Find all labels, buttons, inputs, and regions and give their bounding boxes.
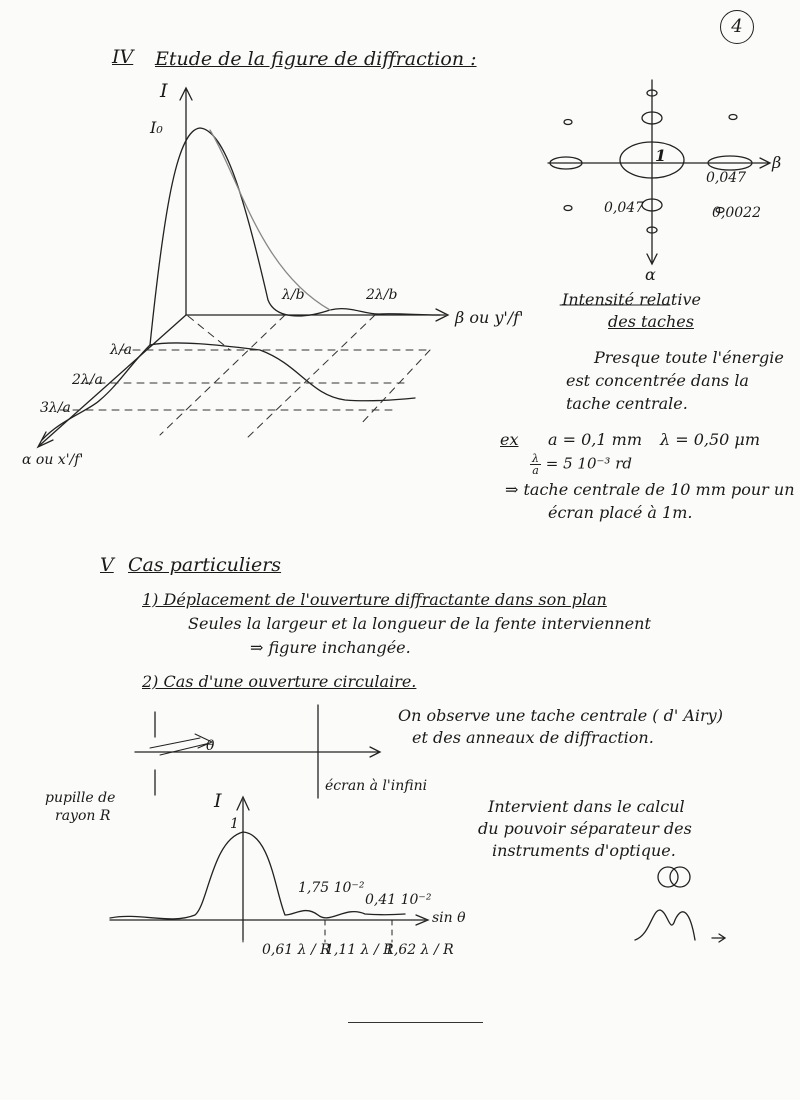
example-a: a = 0,1 mm [548,430,642,449]
sinc-curve-beta [150,128,440,345]
energy-note-2: est concentrée dans la [566,371,749,390]
spots-caption-2: des taches [608,312,694,331]
rayleigh-double-peak [635,910,695,940]
alpha-tick-1: λ/a [110,342,132,358]
below-spot-value: 0,047 [604,200,645,216]
lambda-over-a: $\frac{\lambda}{a}$ [532,452,539,477]
bottom-rule [348,1022,483,1023]
sinc-curve-alpha [42,343,415,440]
airy-peak-2: 1,75 10⁻² [298,880,365,896]
alpha-axis-line [40,315,186,445]
airy-tick-1: 0,61 λ / R [262,942,331,958]
right-spot-value: 0,047 [706,170,747,186]
page-number: 4 [720,10,754,44]
airy-i-label: I [214,790,222,812]
i0-label: I₀ [150,118,163,137]
airy-note-2: et des anneaux de diffraction. [412,728,654,747]
beta-tick-1: λ/b [282,287,305,303]
alpha-tick-2: 2λ/a [72,372,103,388]
example-result-2: écran placé à 1m. [548,503,693,522]
pupil-label-2: rayon R [55,808,111,824]
airy-x-label: sin θ [432,910,466,926]
airy-note-1: On observe une tache centrale ( d' Airy) [398,706,723,725]
section-4-numeral: IV [112,46,134,68]
resolution-note-2: du pouvoir séparateur des [478,819,692,838]
beta-tick-2: 2λ/b [366,287,398,303]
section-5-title: Cas particuliers [128,554,282,576]
beta-axis-label: β ou y'/f' [455,308,524,327]
screen-label: écran à l'infini [325,778,428,794]
item-2-title: 2) Cas d'une ouverture circulaire. [142,672,417,691]
airy-tick-3: 1,62 λ / R [385,942,454,958]
airy-peak-3: 0,41 10⁻² [365,892,432,908]
section-5-numeral: V [100,554,114,576]
example-result-1: ⇒ tache centrale de 10 mm pour un [505,480,795,499]
spots-alpha-label: α [645,265,656,284]
pupil-label-1: pupille de [45,790,116,806]
alpha-axis-label: α ou x'/f' [22,452,84,468]
item-1-title: 1) Déplacement de l'ouverture diffractante dans son plan [142,590,607,609]
section-4-title: Etude de la figure de diffraction : [155,48,477,70]
spots-caption-1: Intensité relative [562,290,701,309]
alpha-tick-3: 3λ/a [40,400,71,416]
airy-curve [110,832,405,919]
item-1-body-1: Seules la largeur et la longueur de la fente interviennent [188,614,651,633]
item-1-body-2: ⇒ figure inchangée. [250,638,411,657]
energy-note-3: tache centrale. [566,394,688,413]
airy-peak-label: 1 [230,816,239,832]
diag-spot-value: 0,0022 [712,205,761,221]
spots-beta-label: β [772,153,782,172]
example-label: ex [500,430,519,449]
resolution-note-1: Intervient dans le calcul [488,797,685,816]
airy-tick-2: 1,11 λ / R [325,942,394,958]
energy-note-1: Presque toute l'énergie [594,348,784,367]
example-lambda: λ = 0,50 μm [660,430,760,449]
example-ratio: = 5 10⁻³ rd [545,454,632,473]
theta-label: θ [206,738,215,754]
i-axis-label: I [160,80,168,102]
resolution-note-3: instruments d'optique. [492,841,676,860]
center-spot-value: 1 [655,146,667,165]
